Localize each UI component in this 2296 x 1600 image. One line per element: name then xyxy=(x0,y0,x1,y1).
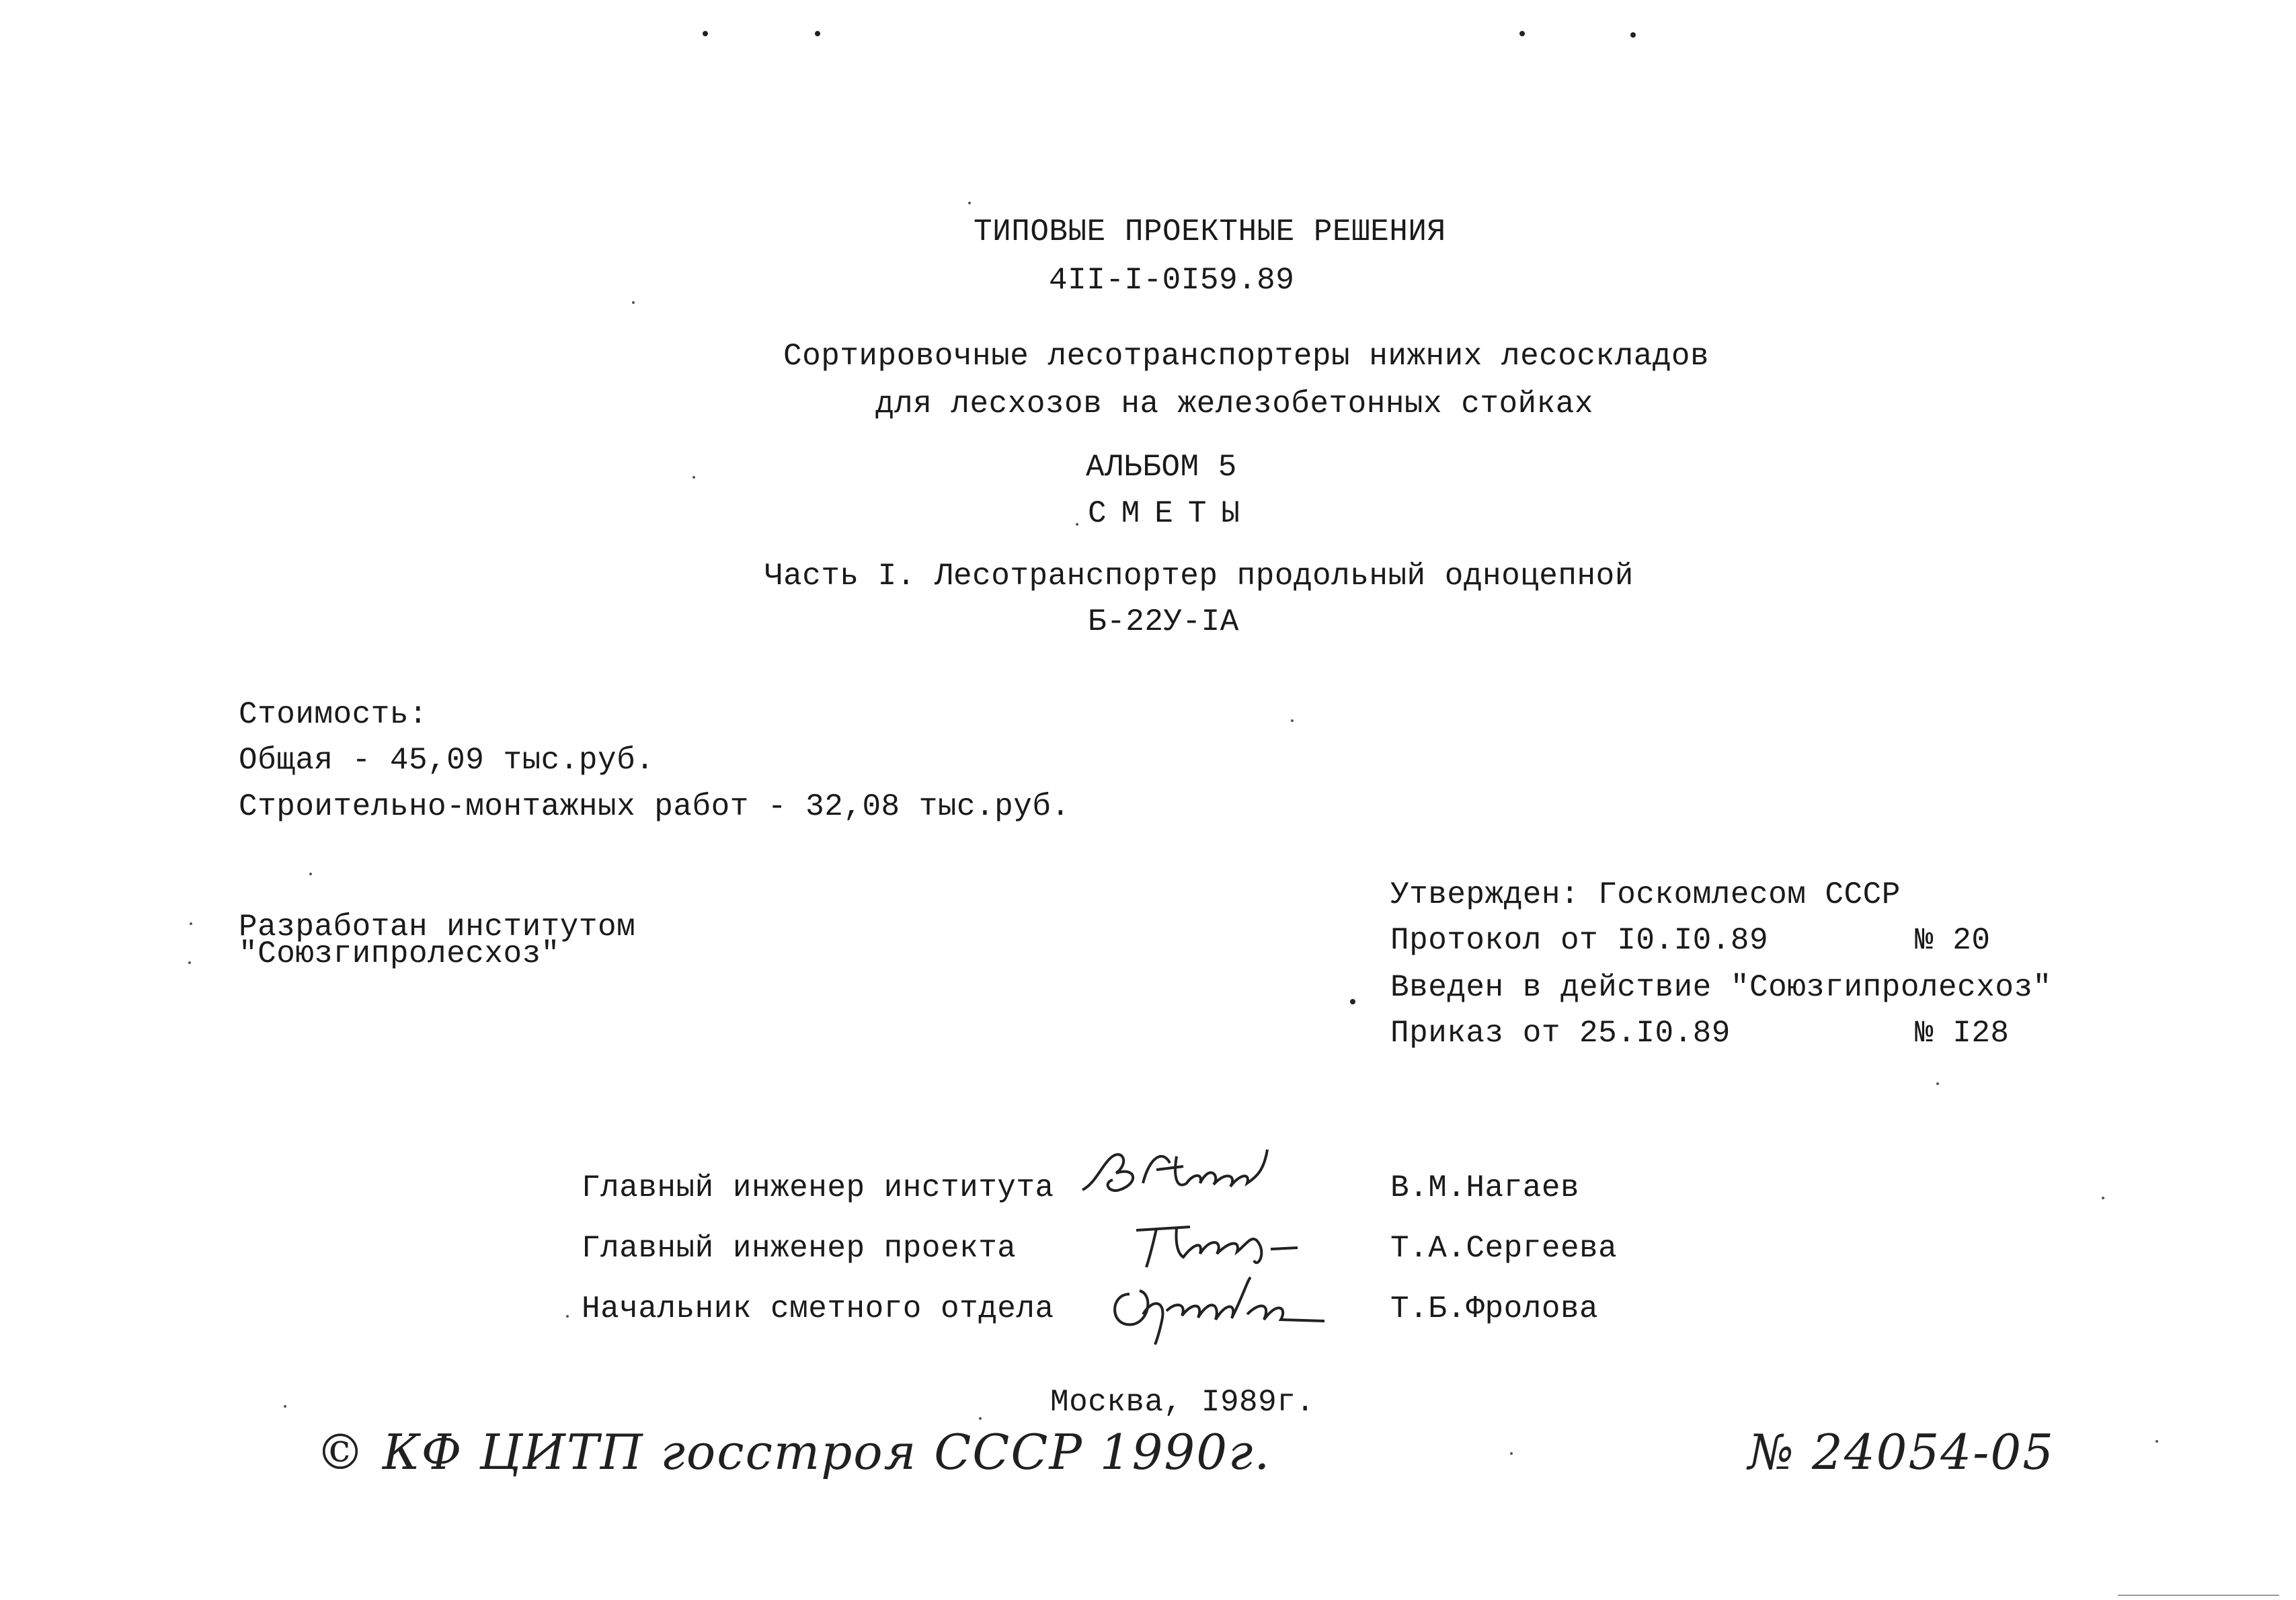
cost-heading: Стоимость: xyxy=(239,697,428,732)
signatory-role-3: Начальник сметного отдела xyxy=(582,1291,1054,1326)
series-title: ТИПОВЫЕ ПРОЕКТНЫЕ РЕШЕНИЯ xyxy=(974,214,1446,249)
cost-total: Общая - 45,09 тыс.руб. xyxy=(239,743,655,778)
enacted-by: Введен в действие "Союзгипролесхоз" xyxy=(1390,970,2052,1005)
scan-speck xyxy=(979,1417,982,1420)
signatory-role-2: Главный инженер проекта xyxy=(582,1231,1017,1266)
scan-speck xyxy=(1936,1082,1939,1085)
part-line-1: Часть I. Лесотранспортер продольный одноцепной xyxy=(764,559,1634,594)
scan-speck xyxy=(1510,1452,1513,1455)
place-year: Москва, I989г. xyxy=(1050,1385,1315,1420)
handwritten-copyright: © КФ ЦИТП госстроя СССР 1990г. xyxy=(316,1424,1271,1480)
approved-by: Утвержден: Госкомлесом СССР xyxy=(1390,877,1901,912)
protocol-number: № 20 xyxy=(1915,923,1991,958)
scan-speck xyxy=(1291,719,1294,722)
scan-speck xyxy=(968,202,971,204)
scan-speck xyxy=(188,961,191,964)
developer-line-2: "Союзгипролесхоз" xyxy=(239,936,560,971)
part-line-2: Б-22У-IА xyxy=(1088,604,1239,639)
order-number: № I28 xyxy=(1915,1016,2010,1051)
album-name: СМЕТЫ xyxy=(1088,496,1255,531)
scan-speck xyxy=(566,1315,569,1318)
scan-speck xyxy=(632,301,635,304)
scan-speck xyxy=(190,922,192,925)
developer-line-1: Разработан институтом xyxy=(239,910,636,945)
order-date: Приказ от 25.I0.89 xyxy=(1390,1016,1731,1051)
title-line-1: Сортировочные лесотранспортеры нижних лесоскладов xyxy=(783,339,1710,374)
title-line-2: для лесхозов на железобетонных стойках xyxy=(875,387,1593,422)
signatory-name-1: В.М.Нагаев xyxy=(1390,1170,1580,1205)
scan-speck xyxy=(1519,31,1525,36)
scan-speck xyxy=(2155,1440,2158,1443)
signatory-name-3: Т.Б.Фролова xyxy=(1390,1291,1599,1326)
scan-speck xyxy=(703,31,708,36)
signature-frolova xyxy=(1103,1267,1358,1348)
scan-speck xyxy=(284,1405,286,1408)
scan-edge-line xyxy=(2118,1595,2279,1596)
document-code: 4II-I-0I59.89 xyxy=(1049,263,1295,298)
scan-speck xyxy=(692,476,695,479)
signatory-name-2: Т.А.Сергеева xyxy=(1390,1231,1618,1266)
scan-speck xyxy=(309,873,312,875)
handwritten-inventory-number: № 24054-05 xyxy=(1748,1424,2055,1480)
signature-nagaev xyxy=(1076,1136,1291,1210)
scan-speck xyxy=(1350,999,1355,1004)
signatory-role-1: Главный инженер института xyxy=(582,1170,1054,1205)
scan-speck xyxy=(2102,1197,2104,1199)
cost-construction: Строительно-монтажных работ - 32,08 тыс.руб. xyxy=(239,789,1070,824)
scan-speck xyxy=(1076,523,1078,526)
scan-speck xyxy=(1630,32,1636,38)
protocol-date: Протокол от I0.I0.89 xyxy=(1390,923,1769,958)
album-label: АЛЬБОМ 5 xyxy=(1086,450,1237,485)
scan-speck xyxy=(815,31,820,36)
